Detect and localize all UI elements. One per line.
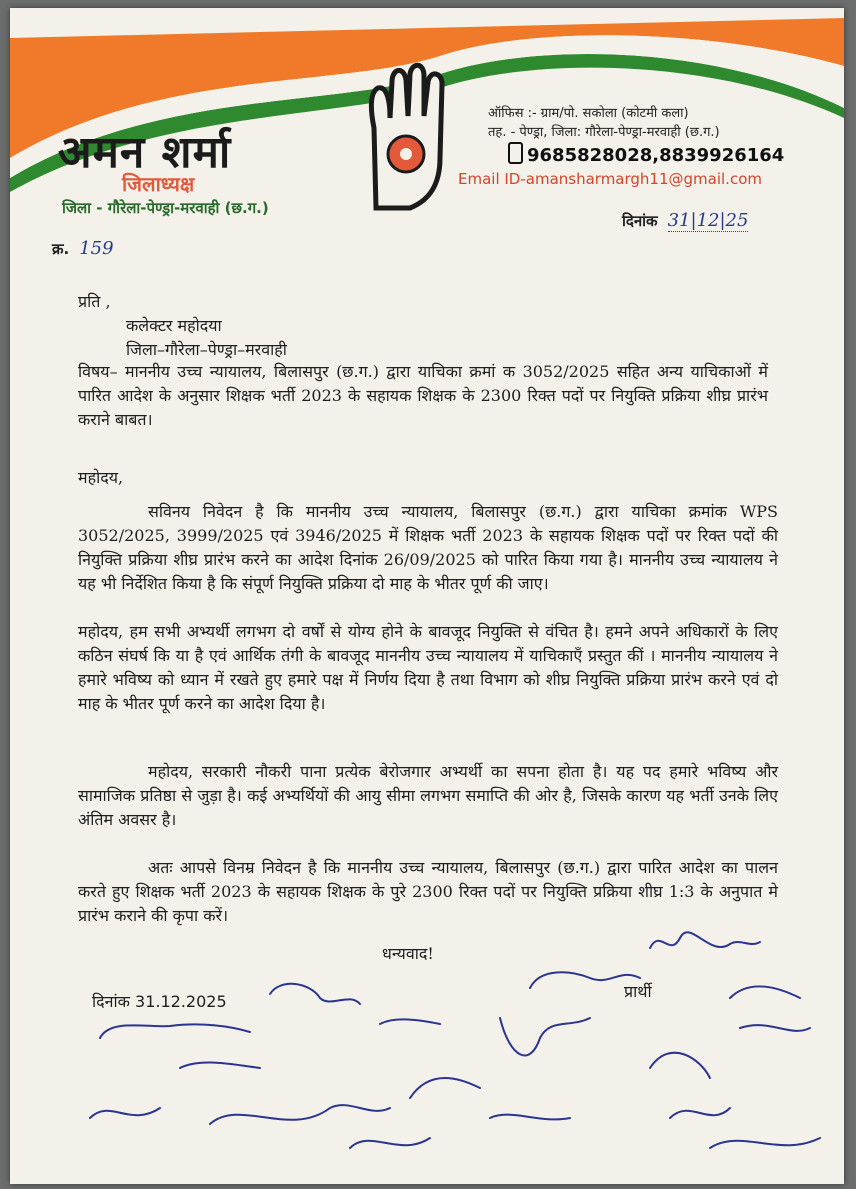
- subject-line: विषय– माननीय उच्च न्यायालय, बिलासपुर (छ.ग.) द्वारा याचिका क्रमां क 3052/2025 सहित अन्य याचिकाओं में पारित आदेश के अनुसार शिक्षक भर्ती 2023 के सहायक शिक्षक के 2300 रिक्त पदों पर नियुक्ति प्रक्रिया शीघ्र प्रारंभ कराने बाबत।: [78, 362, 768, 429]
- signature-13: [410, 1078, 480, 1098]
- signatures-area: [10, 908, 844, 1184]
- reference-number: [52, 238, 114, 259]
- thanks-text: धन्यवाद!: [382, 944, 434, 963]
- signature-16: [710, 1138, 820, 1148]
- signature-11: [210, 1105, 390, 1124]
- date-top: [622, 210, 748, 231]
- signature-3: [270, 984, 360, 1004]
- hand-symbol-icon: [371, 65, 442, 208]
- ref-label: क्र.: [52, 240, 70, 258]
- signature-7: [180, 1063, 260, 1068]
- date-handwritten: 31|12|25: [667, 210, 749, 231]
- signature-14: [490, 1115, 570, 1120]
- signature-10: [90, 1108, 160, 1118]
- salutation: महोदय,: [78, 468, 124, 487]
- paragraph-1: सविनय निवेदन है कि माननीय उच्च न्यायालय, बिलासपुर (छ.ग.) द्वारा याचिका क्रमांक WPS 3052/2025, 3999/2025 एवं 3946/2025 में शिक्षक भर्ती 2023 के सहायक शिक्षक पदों पर रिक्त पदों की नियुक्ति प्रक्रिया शीघ्र प्रारंभ करने का आदेश दिनांक 26/09/2025 को पारित किया गया है। माननीय उच्च न्यायालय ने यह भी निर्देशित किया है कि संपूर्ण नियुक्ति प्रक्रिया दो माह के भीतर पूर्ण की जाए।: [78, 502, 778, 593]
- signature-2: [530, 972, 640, 988]
- sender-name: अमन शर्मा: [58, 127, 232, 178]
- signature-15: [670, 1108, 730, 1118]
- sender-designation: जिलाध्यक्ष: [122, 172, 195, 196]
- applicant-label: प्रार्थी: [624, 982, 652, 1001]
- signature-5: [380, 1019, 440, 1024]
- phone-text: 9685828028,8839926164: [527, 145, 785, 166]
- paragraph-2: महोदय, हम सभी अभ्यर्थी लगभग दो वर्षों से योग्य होने के बावजूद नियुक्ति से वंचित है। हमने अपने अधिकारों के लिए कठिन संघर्ष कि या है एवं आर्थिक तंगी के बावजूद माननीय उच्च न्यायालय में याचिकाएँ प्रस्तुत कीं । माननीय न्यायालय ने हमारे भविष्य को ध्यान में रखते हुए हमारे पक्ष में निर्णय दिया है तथा विभाग को शीघ्र नियुक्ति प्रक्रिया प्रारंभ करने एवं दो माह के भीतर पूर्ण करने का आदेश दिया है।: [78, 622, 778, 713]
- sender-district: जिला - गौरेला-पेण्ड्रा-मरवाही (छ.ग.): [62, 199, 269, 217]
- recipient-line-1: कलेक्टर महोदया: [126, 316, 222, 335]
- date-label: दिनांक: [622, 212, 658, 230]
- letter-page: [10, 8, 844, 1184]
- to-label: प्रति ,: [78, 292, 111, 311]
- signature-4: [100, 1024, 250, 1038]
- paragraph-3: महोदय, सरकारी नौकरी पाना प्रत्येक बेरोजगार अभ्यर्थी का सपना होता है। यह पद हमारे भविष्य और सामाजिक प्रतिष्ठा से जुड़ा है। कई अभ्यर्थियों की आयु सीमा लगभग समाप्ति की ओर है, जिसके कारण यह भर्ती उनके लिए अंतिम अवसर है।: [78, 762, 778, 829]
- recipient-block: [78, 290, 778, 362]
- signature-9: [650, 1053, 710, 1078]
- paragraph-4: अतः आपसे विनम्र निवेदन है कि माननीय उच्च न्यायालय, बिलासपुर (छ.ग.) द्वारा पारित आदेश का पालन करते हुए शिक्षक भर्ती 2023 के सहायक शिक्षक के पुरे 2300 रिक्त पदों पर नियुक्ति प्रक्रिया शीघ्र 1:3 के अनुपात मे प्रारंभ कराने की कृपा करें।: [78, 858, 778, 925]
- signature-8: [730, 986, 810, 1030]
- phone-icon: [508, 142, 523, 164]
- office-line-1: ऑफिस :- ग्राम/पो. सकोला (कोटमी कला): [488, 106, 689, 121]
- office-address: [488, 104, 720, 142]
- email-address: Email ID-amansharmargh11@gmail.com: [458, 170, 762, 188]
- ref-handwritten: 159: [79, 238, 114, 259]
- phone-number: [508, 142, 784, 166]
- signature-6: [500, 1018, 590, 1055]
- signature-12: [350, 1138, 430, 1148]
- signature-1: [650, 932, 760, 948]
- closing-date: दिनांक 31.12.2025: [92, 992, 227, 1011]
- office-line-2: तह. - पेण्ड्रा, जिला: गौरेला-पेण्ड्रा-मरवाही (छ.ग.): [488, 125, 720, 140]
- recipient-line-2: जिला–गौरेला–पेण्ड्रा–मरवाही: [126, 340, 287, 359]
